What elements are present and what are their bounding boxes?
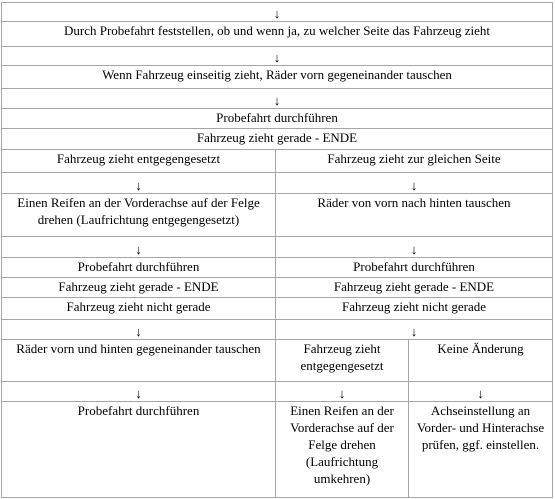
arrow: ↓ [276,237,553,258]
step-test-drive-check: Durch Probefahrt feststellen, ob und wenn ja, zu welcher Seite das Fahrzeug zieht [2,22,553,47]
arrow: ↓ [2,320,276,340]
arrow: ↓ [2,173,276,194]
arrow: ↓ [2,3,553,22]
flowchart-table [1,2,553,498]
arrow: ↓ [2,237,276,258]
step-straight-end: Fahrzeug zieht gerade - ENDE [2,129,553,150]
arrow: ↓ [409,382,553,402]
branch-opposite-test-drive-2: Probefahrt durchführen [2,402,276,498]
branch-opposite-action: Einen Reifen an der Vorderachse auf der Felge drehen (Laufrichtung entgegengesetzt) [2,194,276,237]
branch-opposite-not-straight: Fahrzeug zieht nicht gerade [2,298,276,320]
branch-opposite-test-drive: Probefahrt durchführen [2,258,276,278]
arrow: ↓ [2,382,276,402]
step-test-drive: Probefahrt durchführen [2,109,553,129]
arrow: ↓ [276,382,409,402]
sub-opposite-heading: Fahrzeug zieht entgegengesetzt [276,340,409,382]
arrow: ↓ [276,320,553,340]
branch-same-heading: Fahrzeug zieht zur gleichen Seite [276,150,553,173]
step-swap-front-wheels: Wenn Fahrzeug einseitig zieht, Räder vorn gegeneinander tauschen [2,66,553,89]
arrow: ↓ [2,47,553,66]
branch-same-straight-end: Fahrzeug zieht gerade - ENDE [276,278,553,298]
branch-same-not-straight: Fahrzeug zieht nicht gerade [276,298,553,320]
sub-no-change-action: Achseinstellung an Vorder- und Hinterachse prüfen, ggf. einstellen. [409,402,553,498]
branch-opposite-action-2: Räder vorn und hinten gegeneinander tauschen [2,340,276,382]
branch-same-test-drive: Probefahrt durchführen [276,258,553,278]
arrow: ↓ [2,89,553,109]
sub-no-change-heading: Keine Änderung [409,340,553,382]
arrow: ↓ [276,173,553,194]
branch-opposite-straight-end: Fahrzeug zieht gerade - ENDE [2,278,276,298]
branch-same-action: Räder von vorn nach hinten tauschen [276,194,553,237]
branch-opposite-heading: Fahrzeug zieht entgegengesetzt [2,150,276,173]
sub-opposite-action: Einen Reifen an der Vorderachse auf der Felge drehen (Laufrichtung umkehren) [276,402,409,498]
